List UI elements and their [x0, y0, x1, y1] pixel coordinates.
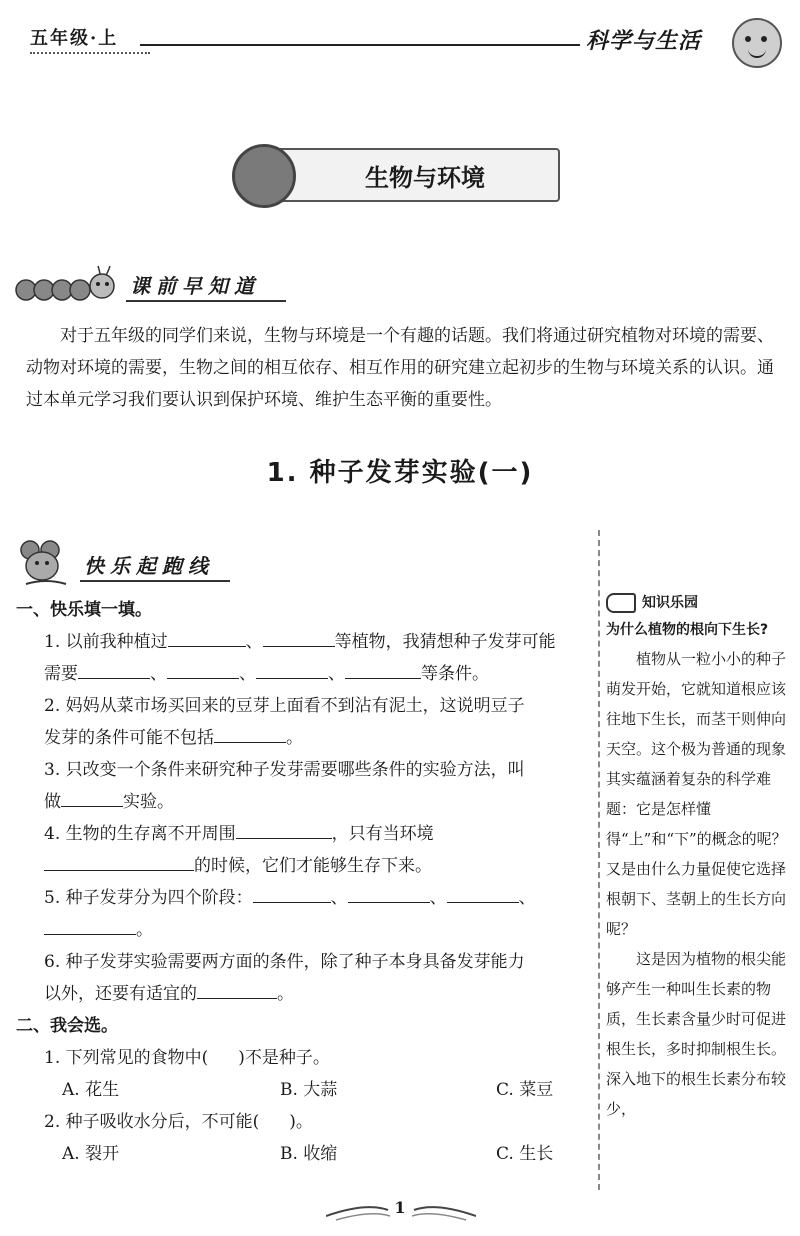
answer-blank[interactable]: [44, 852, 194, 871]
answer-paren[interactable]: [208, 1045, 238, 1063]
q1-text: 等植物，我猜想种子发芽可能: [334, 632, 556, 652]
q1-text: 1. 以前我种植过: [44, 632, 168, 652]
answer-blank[interactable]: [167, 660, 239, 679]
choice-stem: 2. 种子吸收水分后，不可能(: [44, 1112, 260, 1132]
option-c[interactable]: C. 生长: [496, 1144, 554, 1164]
q5-text: 5. 种子发芽分为四个阶段：: [44, 888, 253, 908]
caterpillar-icon: [14, 262, 124, 306]
banner-underline: [80, 580, 230, 582]
option-b[interactable]: B. 大蒜: [280, 1080, 338, 1100]
answer-blank[interactable]: [256, 660, 328, 679]
header-grade: 五年级·上: [30, 28, 119, 49]
sidebar-paragraph-1: 植物从一粒小小的种子萌发开始，它就知道根应该往地下生长，而茎干则伸向天空。这个极为普通的现象其实蕴涵着复杂的科学难题：它是怎样懂得“上”和“下”的概念的呢？又是由什么力量促使它选择根朝下、茎朝上的生长方向呢？: [606, 650, 787, 938]
unit-title: 生物与环境: [365, 164, 485, 192]
choice-question-1: [16, 1042, 591, 1074]
answer-blank[interactable]: [348, 884, 430, 903]
page-number: 1: [394, 1198, 406, 1217]
q2-text: 。: [286, 728, 303, 748]
answer-blank[interactable]: [168, 628, 246, 647]
answer-blank[interactable]: [214, 724, 286, 743]
option-a[interactable]: A. 花生: [62, 1080, 120, 1100]
q3-text: 做: [44, 792, 61, 812]
choice-options: [16, 1074, 591, 1106]
answer-paren[interactable]: [259, 1109, 289, 1127]
mascot-icon: [732, 18, 782, 68]
choice-question-2: [16, 1106, 591, 1138]
answer-blank[interactable]: [78, 660, 150, 679]
mouse-icon: [16, 540, 78, 588]
section-banner-start: 快乐起跑线: [84, 554, 214, 578]
knowledge-sidebar: [606, 590, 792, 1124]
answer-blank[interactable]: [263, 628, 335, 647]
answer-blank[interactable]: [447, 884, 519, 903]
answer-blank[interactable]: [61, 788, 123, 807]
question-1: [16, 626, 591, 690]
questions-area: [16, 594, 591, 1170]
sidebar-tag-label: 知识乐园: [642, 595, 698, 611]
answer-blank[interactable]: [345, 660, 421, 679]
q6-text: 。: [277, 984, 294, 1004]
question-4: [16, 818, 591, 882]
answer-blank[interactable]: [197, 980, 277, 999]
question-5: [16, 882, 591, 946]
q5-text: 、: [429, 888, 447, 908]
column-divider: [598, 530, 600, 1190]
q1-text: 、: [150, 664, 167, 684]
sidebar-paragraph-2: 这是因为植物的根尖能够产生一种叫生长素的物质，生长素含量少时可促进根生长，多时抑制根生长。深入地下的根生长素分布较少，: [606, 950, 787, 1118]
section-banner-preview: 课前早知道: [130, 274, 260, 298]
q5-text: 、: [330, 888, 348, 908]
q5-text: 、: [518, 888, 536, 908]
q1-text: 需要: [44, 664, 78, 684]
q1-text: 、: [328, 664, 345, 684]
q6-text: 以外，还要有适宜的: [44, 984, 197, 1004]
option-c[interactable]: C. 菜豆: [496, 1080, 554, 1100]
answer-blank[interactable]: [44, 916, 136, 935]
answer-blank[interactable]: [253, 884, 331, 903]
part1-heading: 一、快乐填一填。: [16, 600, 152, 620]
q1-text: 、: [239, 664, 256, 684]
part2-heading: 二、我会选。: [16, 1016, 118, 1036]
question-2: [16, 690, 591, 754]
intro-paragraph: [26, 320, 776, 416]
header-rule: [140, 44, 580, 46]
q2-text: 2. 妈妈从菜市场买回来的豆芽上面看不到沾有泥土，这说明豆子: [44, 696, 525, 716]
answer-blank[interactable]: [236, 820, 332, 839]
question-3: [16, 754, 591, 818]
choice-stem: )不是种子。: [238, 1048, 330, 1068]
header-brand: 科学与生活: [586, 29, 702, 54]
sidebar-question: 为什么植物的根向下生长?: [606, 622, 769, 638]
question-6: [16, 946, 591, 1010]
q3-text: 3. 只改变一个条件来研究种子发芽需要哪些条件的实验方法，叫: [44, 760, 525, 780]
q2-text: 发芽的条件可能不包括: [44, 728, 214, 748]
option-b[interactable]: B. 收缩: [280, 1144, 338, 1164]
choice-options: [16, 1138, 591, 1170]
choice-stem: 1. 下列常见的食物中(: [44, 1048, 209, 1068]
q6-text: 6. 种子发芽实验需要两方面的条件，除了种子本身具备发芽能力: [44, 952, 525, 972]
banner-underline: [126, 300, 286, 302]
option-a[interactable]: A. 裂开: [62, 1144, 120, 1164]
unit-circle-icon: [232, 144, 296, 208]
q4-text: 的时候，它们才能够生存下来。: [194, 856, 432, 876]
sidebar-body: [606, 644, 792, 1124]
lesson-title: 1. 种子发芽实验(一): [266, 458, 534, 488]
q1-text: 等条件。: [421, 664, 489, 684]
pointing-hand-icon: [606, 593, 636, 613]
choice-stem: )。: [289, 1112, 313, 1132]
q4-text: ，只有当环境: [331, 824, 434, 844]
q5-text: 。: [136, 920, 153, 940]
header-dotted-rule: [30, 52, 150, 54]
intro-text: 对于五年级的同学们来说，生物与环境是一个有趣的话题。我们将通过研究植物对环境的需要、动物对环境的需要，生物之间的相互依存、相互作用的研究建立起初步的生物与环境关系的认识。通过本单元学习我们要认识到保护环境、维护生态平衡的重要性。: [26, 326, 774, 410]
q3-text: 实验。: [123, 792, 174, 812]
sidebar-tag: [606, 590, 792, 616]
q1-text: 、: [245, 632, 263, 652]
q4-text: 4. 生物的生存离不开周围: [44, 824, 236, 844]
